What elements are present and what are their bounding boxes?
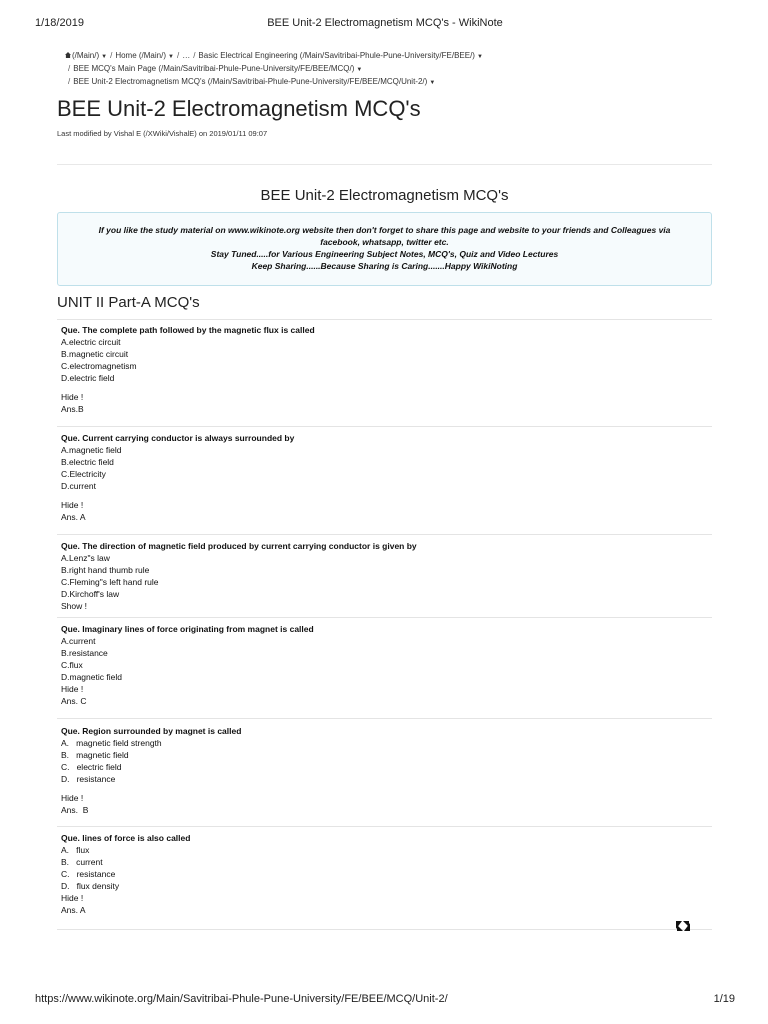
option: B.resistance bbox=[61, 648, 108, 658]
expand-arrows-icon[interactable] bbox=[676, 921, 690, 931]
divider bbox=[57, 534, 712, 535]
answer-toggle[interactable]: Hide ! bbox=[61, 500, 84, 510]
mcq-item bbox=[61, 623, 712, 707]
option: A. flux bbox=[61, 845, 90, 855]
content-title: BEE Unit-2 Electromagnetism MCQ's bbox=[260, 187, 509, 204]
divider bbox=[57, 617, 712, 618]
option: C.Electricity bbox=[61, 469, 106, 479]
answer-toggle[interactable]: Hide ! bbox=[61, 392, 84, 402]
option: C. electric field bbox=[61, 762, 122, 772]
option: C.Fleming"s left hand rule bbox=[61, 577, 159, 587]
question-text: Que. The direction of magnetic field produced by current carrying conductor is given by bbox=[61, 541, 417, 551]
divider bbox=[57, 426, 712, 427]
option: D.electric field bbox=[61, 373, 115, 383]
breadcrumb-home-link[interactable]: (/Main/) bbox=[72, 51, 100, 60]
page-title: BEE Unit-2 Electromagnetism MCQ's bbox=[57, 96, 421, 121]
mcq-item bbox=[61, 432, 712, 523]
answer-toggle[interactable]: Hide ! bbox=[61, 684, 84, 694]
chevron-down-icon[interactable]: ▼ bbox=[476, 54, 483, 60]
print-footer bbox=[35, 993, 735, 1007]
option: C.flux bbox=[61, 660, 83, 670]
divider bbox=[57, 826, 712, 827]
answer-text: Ans. C bbox=[61, 696, 87, 706]
print-header bbox=[35, 17, 735, 31]
divider bbox=[57, 164, 712, 165]
option: D. resistance bbox=[61, 774, 116, 784]
divider bbox=[57, 718, 712, 719]
option: B.electric field bbox=[61, 457, 114, 467]
chevron-down-icon[interactable]: ▼ bbox=[356, 67, 363, 73]
breadcrumb-unit2-link[interactable]: BEE Unit-2 Electromagnetism MCQ's (/Main/Savitribai-Phule-Pune-University/FE/BEE/MCQ/Unit-2/) bbox=[73, 77, 428, 86]
divider bbox=[57, 929, 712, 930]
question-text: Que. Imaginary lines of force originating from magnet is called bbox=[61, 624, 314, 634]
print-date: 1/18/2019 bbox=[35, 17, 84, 29]
question-text: Que. lines of force is also called bbox=[61, 833, 191, 843]
answer-toggle[interactable]: Show ! bbox=[61, 601, 87, 611]
option: A. magnetic field strength bbox=[61, 738, 162, 748]
answer-text: Ans.B bbox=[61, 404, 84, 414]
mcq-item bbox=[61, 324, 712, 415]
question-text: Que. Current carrying conductor is always surrounded by bbox=[61, 433, 295, 443]
question-text: Que. The complete path followed by the magnetic flux is called bbox=[61, 325, 315, 335]
share-notice bbox=[57, 212, 712, 286]
answer-toggle[interactable]: Hide ! bbox=[61, 893, 84, 903]
notice-line-2: facebook, whatsapp, twitter etc. bbox=[320, 237, 449, 247]
breadcrumb-home-label[interactable]: Home (/Main/) bbox=[115, 51, 166, 60]
print-url: https://www.wikinote.org/Main/Savitribai-Phule-Pune-University/FE/BEE/MCQ/Unit-2/ bbox=[35, 993, 448, 1005]
breadcrumb bbox=[65, 50, 483, 89]
last-modified: Last modified by Vishal E (/XWiki/VishalE) on 2019/01/11 09:07 bbox=[57, 129, 268, 138]
option: C.electromagnetism bbox=[61, 361, 137, 371]
print-title: BEE Unit-2 Electromagnetism MCQ's - WikiNote bbox=[267, 17, 503, 29]
option: D. flux density bbox=[61, 881, 120, 891]
option: A.magnetic field bbox=[61, 445, 122, 455]
chevron-down-icon[interactable]: ▼ bbox=[168, 54, 174, 60]
option: B.right hand thumb rule bbox=[61, 565, 150, 575]
answer-text: Ans. A bbox=[61, 512, 86, 522]
section-title: UNIT II Part-A MCQ's bbox=[57, 294, 200, 311]
option: B. current bbox=[61, 857, 103, 867]
notice-line-1: If you like the study material on www.wikinote.org website then don't forget to share this page and website to your friends and Colleagues via bbox=[98, 225, 671, 235]
option: B.magnetic circuit bbox=[61, 349, 129, 359]
answer-text: Ans. A bbox=[61, 905, 86, 915]
option: C. resistance bbox=[61, 869, 116, 879]
option: D.current bbox=[61, 481, 96, 491]
breadcrumb-line-1: (/Main/) ▼ / Home (/Main/) ▼ / … / Basic Electrical Engineering (/Main/Savitribai-Phule-Pune-University/FE/BEE/) ▼ bbox=[65, 50, 483, 63]
answer-toggle[interactable]: Hide ! bbox=[61, 793, 84, 803]
option: D.Kirchoff's law bbox=[61, 589, 120, 599]
breadcrumb-ellipsis[interactable]: … bbox=[182, 51, 191, 60]
print-page-number: 1/19 bbox=[713, 993, 735, 1005]
mcq-item bbox=[61, 832, 712, 916]
option: A.current bbox=[61, 636, 96, 646]
notice-line-4: Keep Sharing......Because Sharing is Caring.......Happy WikiNoting bbox=[251, 261, 518, 271]
answer-text: Ans. B bbox=[61, 805, 89, 815]
home-icon[interactable] bbox=[65, 52, 71, 58]
option: B. magnetic field bbox=[61, 750, 129, 760]
chevron-down-icon[interactable]: ▼ bbox=[101, 54, 108, 60]
mcq-item bbox=[61, 725, 712, 816]
breadcrumb-bee-link[interactable]: Basic Electrical Engineering (/Main/Savitribai-Phule-Pune-University/FE/BEE/) bbox=[198, 51, 475, 60]
breadcrumb-line-3: / BEE Unit-2 Electromagnetism MCQ's (/Main/Savitribai-Phule-Pune-University/FE/BEE/MCQ/Unit-2/) ▼ bbox=[68, 77, 436, 86]
chevron-down-icon[interactable]: ▼ bbox=[429, 80, 436, 86]
breadcrumb-line-2: / BEE MCQ's Main Page (/Main/Savitribai-Phule-Pune-University/FE/BEE/MCQ/) ▼ bbox=[68, 64, 363, 73]
option: A.electric circuit bbox=[61, 337, 121, 347]
mcq-item bbox=[61, 540, 712, 612]
notice-line-3: Stay Tuned.....for Various Engineering Subject Notes, MCQ's, Quiz and Video Lectures bbox=[210, 249, 559, 259]
option: A.Lenz"s law bbox=[61, 553, 110, 563]
breadcrumb-mcq-main-link[interactable]: BEE MCQ's Main Page (/Main/Savitribai-Phule-Pune-University/FE/BEE/MCQ/) bbox=[73, 64, 355, 73]
option: D.magnetic field bbox=[61, 672, 122, 682]
question-text: Que. Region surrounded by magnet is called bbox=[61, 726, 242, 736]
divider bbox=[57, 319, 712, 320]
